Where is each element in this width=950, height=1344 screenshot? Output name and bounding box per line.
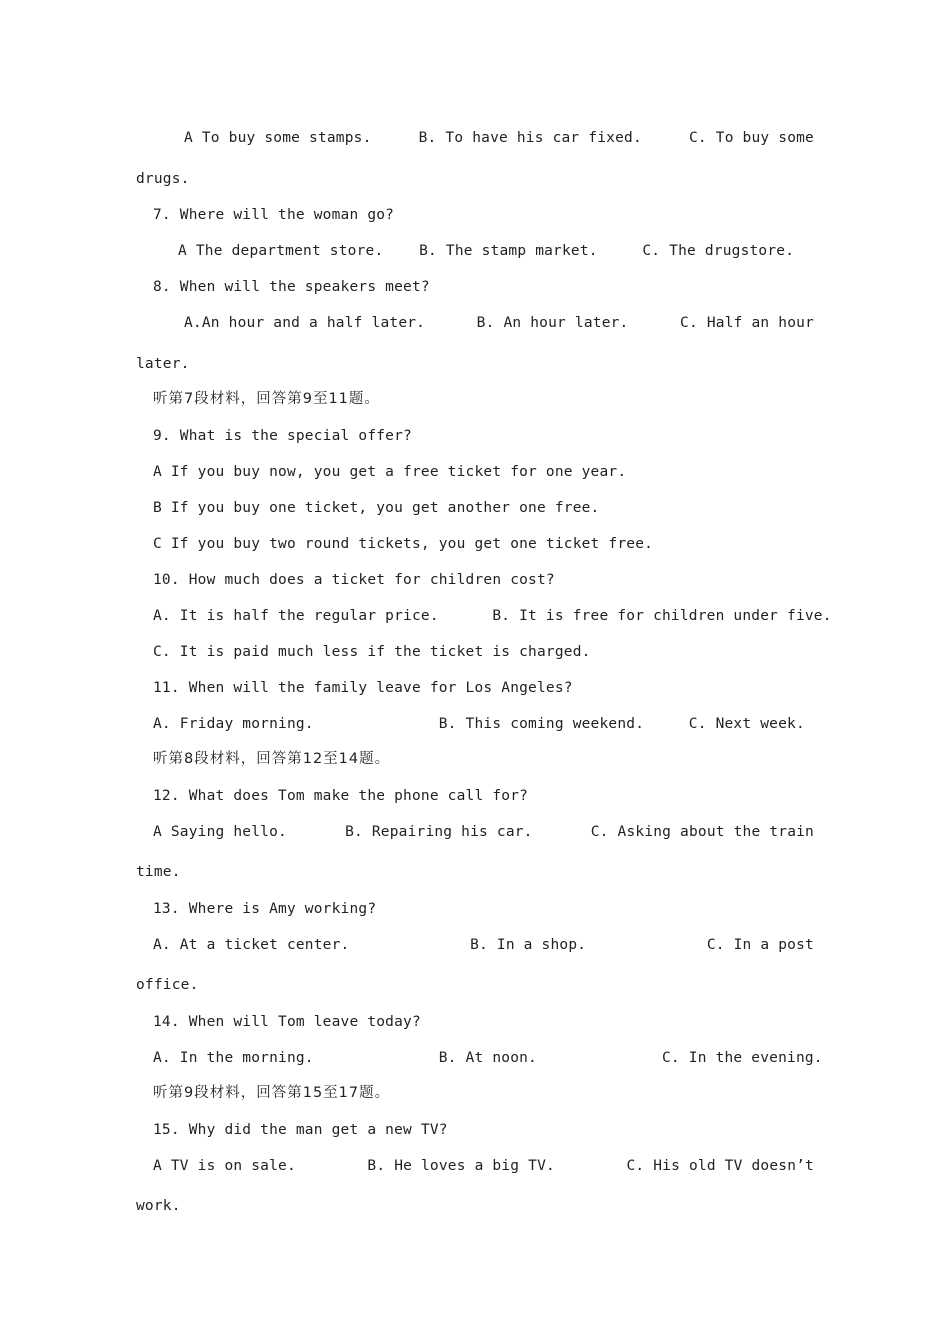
q9-option-b: B If you buy one ticket, you get another one free. <box>153 500 600 516</box>
q9-question: 9. What is the special offer? <box>153 428 412 444</box>
q14-question: 14. When will Tom leave today? <box>153 1014 421 1030</box>
q8-option-a: A.An hour and a half later. <box>184 315 426 331</box>
q13-option-c: C. In a post <box>706 937 814 953</box>
q15-option-continuation: work. <box>136 1198 181 1214</box>
q8-question: 8. When will the speakers meet? <box>153 279 430 295</box>
q6-option-a: A To buy some stamps. <box>184 130 372 146</box>
q15-option-a: A TV is on sale. <box>153 1158 296 1174</box>
q13-question: 13. Where is Amy working? <box>153 901 377 917</box>
q10-option-c: C. It is paid much less if the ticket is charged. <box>153 644 591 660</box>
q9-option-a: A If you buy now, you get a free ticket for one year. <box>153 464 627 480</box>
q9-option-c: C If you buy two round tickets, you get one ticket free. <box>153 536 654 552</box>
section-9-heading: 听第9段材料，回答第15至17题。 <box>153 1085 391 1101</box>
q15-options-line <box>153 1156 814 1176</box>
q14-options: A. In the morning. B. At noon. C. In the evening. <box>153 1050 823 1066</box>
q8-options-line <box>184 313 814 333</box>
section-7-heading: 听第7段材料，回答第9至11题。 <box>153 391 380 407</box>
section-8-heading: 听第8段材料，回答第12至14题。 <box>153 751 391 767</box>
q6-option-continuation: drugs. <box>136 171 190 187</box>
q12-option-continuation: time. <box>136 864 181 880</box>
q8-option-b: B. An hour later. <box>476 315 629 331</box>
q13-option-b: B. In a shop. <box>470 937 587 953</box>
q6-option-c: C. To buy some <box>688 130 814 146</box>
q11-options: A. Friday morning. B. This coming weekend. C. Next week. <box>153 716 805 732</box>
q13-options-line <box>153 935 814 955</box>
q7-question: 7. Where will the woman go? <box>153 207 395 223</box>
q8-option-c: C. Half an hour <box>680 315 814 331</box>
q12-options-line <box>153 822 814 842</box>
q10-question: 10. How much does a ticket for children cost? <box>153 572 555 588</box>
q12-option-a: A Saying hello. <box>153 824 287 840</box>
q12-question: 12. What does Tom make the phone call for? <box>153 788 529 804</box>
q13-option-a: A. At a ticket center. <box>153 937 350 953</box>
q8-option-continuation: later. <box>136 356 190 372</box>
q10-options-ab: A. It is half the regular price. B. It is free for children under five. <box>153 608 832 624</box>
q6-option-b: B. To have his car fixed. <box>418 130 642 146</box>
q15-option-c: C. His old TV doesn’t <box>626 1158 814 1174</box>
q6-options-line <box>184 128 814 148</box>
q11-question: 11. When will the family leave for Los Angeles? <box>153 680 573 696</box>
q13-option-continuation: office. <box>136 977 199 993</box>
q15-question: 15. Why did the man get a new TV? <box>153 1122 448 1138</box>
q15-option-b: B. He loves a big TV. <box>367 1158 555 1174</box>
q12-option-c: C. Asking about the train <box>590 824 814 840</box>
q12-option-b: B. Repairing his car. <box>345 824 533 840</box>
q7-options: A The department store. B. The stamp market. C. The drugstore. <box>178 243 795 259</box>
